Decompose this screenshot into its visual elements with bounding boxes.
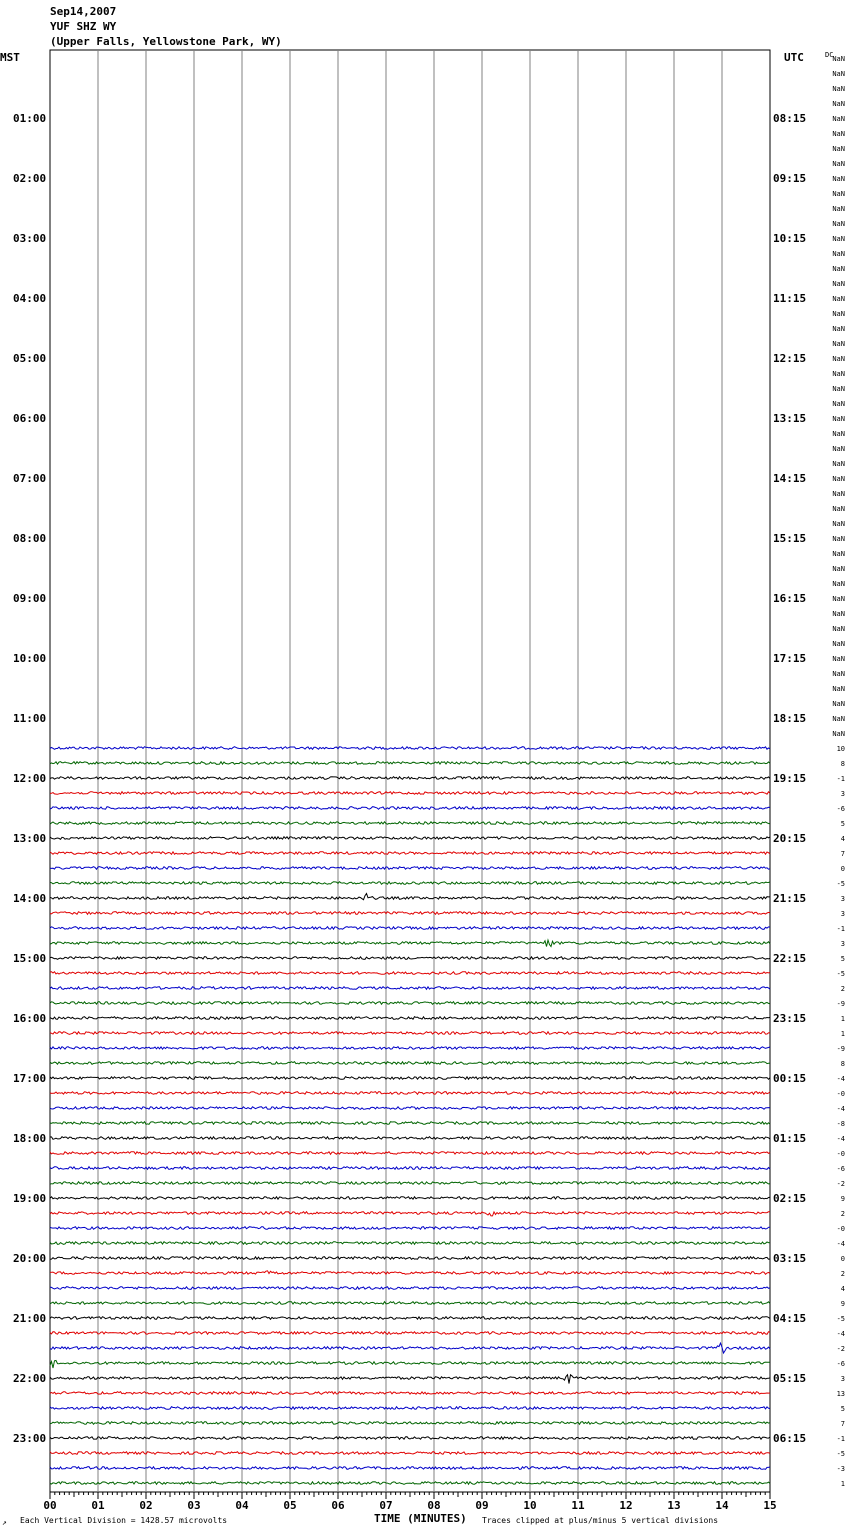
mst-hour-label: 03:00 — [13, 232, 47, 245]
dc-offset-value: NaN — [832, 505, 845, 513]
dc-offset-value: NaN — [832, 700, 845, 708]
dc-offset-value: 3 — [840, 1375, 845, 1383]
utc-hour-label: 22:15 — [773, 952, 807, 965]
dc-offset-value: NaN — [832, 625, 845, 633]
x-tick-label: 00 — [43, 1499, 57, 1512]
x-tick-label: 11 — [571, 1499, 585, 1512]
dc-offset-value: -5 — [836, 1450, 845, 1458]
dc-offset-value: 10 — [836, 745, 845, 753]
utc-hour-label: 13:15 — [773, 412, 807, 425]
mst-hour-label: 10:00 — [13, 652, 47, 665]
seismic-trace — [50, 1482, 770, 1485]
seismic-trace — [50, 1257, 770, 1260]
seismic-trace — [50, 1422, 770, 1425]
dc-offset-value: -4 — [836, 1240, 845, 1248]
dc-offset-value: -8 — [836, 1120, 845, 1128]
seismic-trace — [50, 867, 770, 870]
dc-offset-value: -9 — [836, 1000, 845, 1008]
dc-offset-value: -6 — [836, 1360, 845, 1368]
dc-offset-value: 3 — [840, 910, 845, 918]
seismic-trace — [50, 957, 770, 960]
mst-hour-label: 15:00 — [13, 952, 47, 965]
dc-offset-value: -5 — [836, 970, 845, 978]
dc-offset-value: NaN — [832, 445, 845, 453]
seismic-trace — [50, 1287, 770, 1290]
plot-frame — [50, 50, 770, 1492]
seismic-trace — [50, 1343, 770, 1353]
scale-note: Each Vertical Division = 1428.57 microvolts — [20, 1516, 228, 1525]
utc-hour-label: 15:15 — [773, 532, 807, 545]
seismic-trace — [50, 1467, 770, 1470]
mst-hour-label: 01:00 — [13, 112, 47, 125]
seismic-trace — [50, 1047, 770, 1050]
mst-hour-label: 16:00 — [13, 1012, 47, 1025]
dc-offset-value: -4 — [836, 1075, 845, 1083]
utc-hour-label: 08:15 — [773, 112, 807, 125]
dc-offset-value: NaN — [832, 610, 845, 618]
dc-offset-value: NaN — [832, 370, 845, 378]
seismic-trace — [50, 1107, 770, 1110]
dc-offset-value: NaN — [832, 715, 845, 723]
dc-offset-value: -5 — [836, 880, 845, 888]
dc-offset-value: NaN — [832, 160, 845, 168]
dc-offset-value: -2 — [836, 1345, 845, 1353]
dc-offset-value: NaN — [832, 580, 845, 588]
dc-offset-value: 5 — [840, 955, 845, 963]
dc-offset-value: 1 — [840, 1030, 845, 1038]
seismic-trace — [50, 1317, 770, 1320]
utc-hour-label: 16:15 — [773, 592, 807, 605]
dc-offset-value: -9 — [836, 1045, 845, 1053]
mst-hour-label: 17:00 — [13, 1072, 47, 1085]
dc-offset-value: 13 — [836, 1390, 845, 1398]
seismic-trace — [50, 1152, 770, 1155]
dc-offset-value: NaN — [832, 310, 845, 318]
utc-hour-label: 09:15 — [773, 172, 807, 185]
seismic-trace — [50, 822, 770, 825]
dc-offset-value: NaN — [832, 280, 845, 288]
seismic-trace — [50, 1392, 770, 1395]
seismic-trace — [50, 1227, 770, 1230]
dc-offset-value: NaN — [832, 490, 845, 498]
x-tick-label: 13 — [667, 1499, 681, 1512]
seismic-trace — [50, 762, 770, 765]
utc-hour-label: 01:15 — [773, 1132, 807, 1145]
dc-offset-value: NaN — [832, 250, 845, 258]
mst-hour-label: 07:00 — [13, 472, 47, 485]
dc-offset-value: NaN — [832, 565, 845, 573]
utc-hour-label: 03:15 — [773, 1252, 807, 1265]
mst-hour-label: 18:00 — [13, 1132, 47, 1145]
seismic-trace — [50, 1332, 770, 1335]
dc-offset-value: -4 — [836, 1330, 845, 1338]
dc-offset-value: NaN — [832, 685, 845, 693]
seismic-trace — [50, 1242, 770, 1245]
dc-offset-value: 4 — [840, 835, 845, 843]
dc-offset-value: NaN — [832, 340, 845, 348]
seismic-trace — [50, 852, 770, 855]
seismic-trace — [50, 1032, 770, 1035]
dc-offset-value: NaN — [832, 295, 845, 303]
utc-hour-label: 20:15 — [773, 832, 807, 845]
mst-hour-label: 02:00 — [13, 172, 47, 185]
x-tick-label: 06 — [331, 1499, 345, 1512]
mst-hour-label: 06:00 — [13, 412, 47, 425]
x-tick-label: 01 — [91, 1499, 105, 1512]
x-tick-label: 07 — [379, 1499, 393, 1512]
dc-offset-value: -0 — [836, 1090, 845, 1098]
dc-offset-value: 7 — [840, 850, 845, 858]
dc-offset-value: NaN — [832, 475, 845, 483]
dc-offset-value: -1 — [836, 925, 845, 933]
seismic-trace — [50, 912, 770, 915]
dc-offset-value: NaN — [832, 145, 845, 153]
seismic-trace — [50, 1271, 770, 1275]
dc-offset-value: NaN — [832, 355, 845, 363]
seismic-trace — [50, 1077, 770, 1080]
dc-offset-value: NaN — [832, 70, 845, 78]
seismic-trace — [50, 1437, 770, 1440]
dc-offset-value: -3 — [836, 1465, 845, 1473]
seismic-trace — [50, 792, 770, 795]
mst-hour-label: 23:00 — [13, 1432, 47, 1445]
dc-offset-value: 9 — [840, 1300, 845, 1308]
x-tick-label: 02 — [139, 1499, 153, 1512]
dc-offset-value: 0 — [840, 1255, 845, 1263]
dc-offset-value: NaN — [832, 655, 845, 663]
utc-hour-label: 06:15 — [773, 1432, 807, 1445]
x-tick-label: 05 — [283, 1499, 297, 1512]
dc-offset-value: NaN — [832, 55, 845, 63]
dc-offset-value: NaN — [832, 325, 845, 333]
station-code: YUF SHZ WY — [50, 20, 117, 33]
seismic-trace — [50, 837, 770, 840]
dc-column-title: DC — [825, 51, 834, 59]
x-tick-label: 12 — [619, 1499, 633, 1512]
dc-offset-value: 2 — [840, 985, 845, 993]
dc-offset-value: NaN — [832, 130, 845, 138]
dc-offset-value: 3 — [840, 940, 845, 948]
dc-offset-value: 8 — [840, 760, 845, 768]
x-tick-label: 08 — [427, 1499, 441, 1512]
dc-offset-value: -6 — [836, 1165, 845, 1173]
dc-offset-value: 3 — [840, 790, 845, 798]
seismic-trace — [50, 1092, 770, 1095]
dc-offset-value: NaN — [832, 520, 845, 528]
dc-offset-value: -6 — [836, 805, 845, 813]
mst-hour-label: 20:00 — [13, 1252, 47, 1265]
dc-offset-value: NaN — [832, 205, 845, 213]
dc-offset-value: -4 — [836, 1105, 845, 1113]
seismic-trace — [50, 972, 770, 975]
corner-mark: ↗ — [2, 1518, 7, 1527]
mst-hour-label: 22:00 — [13, 1372, 47, 1385]
seismic-trace — [50, 777, 770, 780]
x-tick-label: 04 — [235, 1499, 249, 1512]
mst-hour-label: 13:00 — [13, 832, 47, 845]
seismic-trace — [50, 1137, 770, 1140]
dc-offset-value: -0 — [836, 1225, 845, 1233]
dc-offset-value: NaN — [832, 430, 845, 438]
seismic-trace — [50, 1182, 770, 1185]
mst-hour-label: 14:00 — [13, 892, 47, 905]
mst-hour-label: 08:00 — [13, 532, 47, 545]
dc-offset-value: NaN — [832, 385, 845, 393]
x-tick-label: 14 — [715, 1499, 729, 1512]
seismic-trace — [50, 1212, 770, 1216]
seismic-trace — [50, 1452, 770, 1455]
seismic-trace — [50, 1017, 770, 1020]
utc-hour-label: 05:15 — [773, 1372, 807, 1385]
dc-offset-value: -1 — [836, 1435, 845, 1443]
dc-offset-value: -4 — [836, 1135, 845, 1143]
dc-offset-value: NaN — [832, 460, 845, 468]
utc-hour-label: 12:15 — [773, 352, 807, 365]
seismic-trace — [50, 1375, 770, 1384]
dc-offset-value: NaN — [832, 85, 845, 93]
utc-hour-label: 17:15 — [773, 652, 807, 665]
clip-note: Traces clipped at plus/minus 5 vertical divisions — [482, 1516, 719, 1525]
utc-hour-label: 00:15 — [773, 1072, 807, 1085]
dc-offset-value: -5 — [836, 1315, 845, 1323]
mst-hour-label: 19:00 — [13, 1192, 47, 1205]
seismic-trace — [50, 1302, 770, 1305]
dc-offset-value: NaN — [832, 115, 845, 123]
dc-offset-value: NaN — [832, 670, 845, 678]
dc-offset-value: 8 — [840, 1060, 845, 1068]
dc-offset-value: NaN — [832, 535, 845, 543]
seismic-trace — [50, 894, 770, 900]
utc-hour-label: 19:15 — [773, 772, 807, 785]
seismic-trace — [50, 807, 770, 810]
seismic-trace — [50, 1122, 770, 1125]
dc-offset-value: NaN — [832, 190, 845, 198]
utc-hour-label: 18:15 — [773, 712, 807, 725]
station-location: (Upper Falls, Yellowstone Park, WY) — [50, 35, 282, 48]
seismic-trace — [50, 1407, 770, 1410]
x-tick-label: 09 — [475, 1499, 489, 1512]
dc-offset-value: NaN — [832, 550, 845, 558]
seismic-trace — [50, 747, 770, 750]
dc-offset-value: NaN — [832, 415, 845, 423]
seismic-trace — [50, 927, 770, 930]
dc-offset-value: NaN — [832, 220, 845, 228]
seismic-trace — [50, 1167, 770, 1170]
dc-offset-value: 5 — [840, 820, 845, 828]
x-axis-title: TIME (MINUTES) — [374, 1512, 467, 1525]
seismic-trace — [50, 1062, 770, 1065]
dc-offset-value: NaN — [832, 730, 845, 738]
dc-offset-value: 1 — [840, 1480, 845, 1488]
dc-offset-value: 0 — [840, 865, 845, 873]
dc-offset-value: NaN — [832, 595, 845, 603]
utc-hour-label: 10:15 — [773, 232, 807, 245]
utc-hour-label: 11:15 — [773, 292, 807, 305]
utc-hour-label: 21:15 — [773, 892, 807, 905]
dc-offset-value: NaN — [832, 400, 845, 408]
seismic-trace — [50, 882, 770, 885]
dc-offset-value: NaN — [832, 640, 845, 648]
mst-hour-label: 04:00 — [13, 292, 47, 305]
seismic-trace — [50, 1002, 770, 1005]
dc-offset-value: 5 — [840, 1405, 845, 1413]
utc-hour-label: 04:15 — [773, 1312, 807, 1325]
mst-hour-label: 21:00 — [13, 1312, 47, 1325]
utc-hour-label: 14:15 — [773, 472, 807, 485]
seismic-trace — [50, 1197, 770, 1200]
utc-hour-label: 23:15 — [773, 1012, 807, 1025]
dc-offset-value: -2 — [836, 1180, 845, 1188]
dc-offset-value: -1 — [836, 775, 845, 783]
mst-hour-label: 11:00 — [13, 712, 47, 725]
x-tick-label: 15 — [763, 1499, 777, 1512]
x-tick-label: 03 — [187, 1499, 201, 1512]
dc-offset-value: 4 — [840, 1285, 845, 1293]
dc-offset-value: 2 — [840, 1270, 845, 1278]
dc-offset-value: 3 — [840, 895, 845, 903]
dc-offset-value: NaN — [832, 100, 845, 108]
mst-hour-label: 12:00 — [13, 772, 47, 785]
mst-hour-label: 05:00 — [13, 352, 47, 365]
right-axis-title: UTC — [784, 51, 804, 64]
dc-offset-value: NaN — [832, 235, 845, 243]
dc-offset-value: NaN — [832, 175, 845, 183]
dc-offset-value: 9 — [840, 1195, 845, 1203]
dc-offset-value: -0 — [836, 1150, 845, 1158]
dc-offset-value: 2 — [840, 1210, 845, 1218]
dc-offset-value: 1 — [840, 1015, 845, 1023]
utc-hour-label: 02:15 — [773, 1192, 807, 1205]
seismic-trace — [50, 1361, 770, 1369]
mst-hour-label: 09:00 — [13, 592, 47, 605]
seismic-trace — [50, 987, 770, 990]
seismic-trace — [50, 940, 770, 946]
dc-offset-value: 7 — [840, 1420, 845, 1428]
chart-date: Sep14,2007 — [50, 5, 117, 18]
dc-offset-value: NaN — [832, 265, 845, 273]
x-tick-label: 10 — [523, 1499, 537, 1512]
left-axis-title: MST — [0, 51, 20, 64]
